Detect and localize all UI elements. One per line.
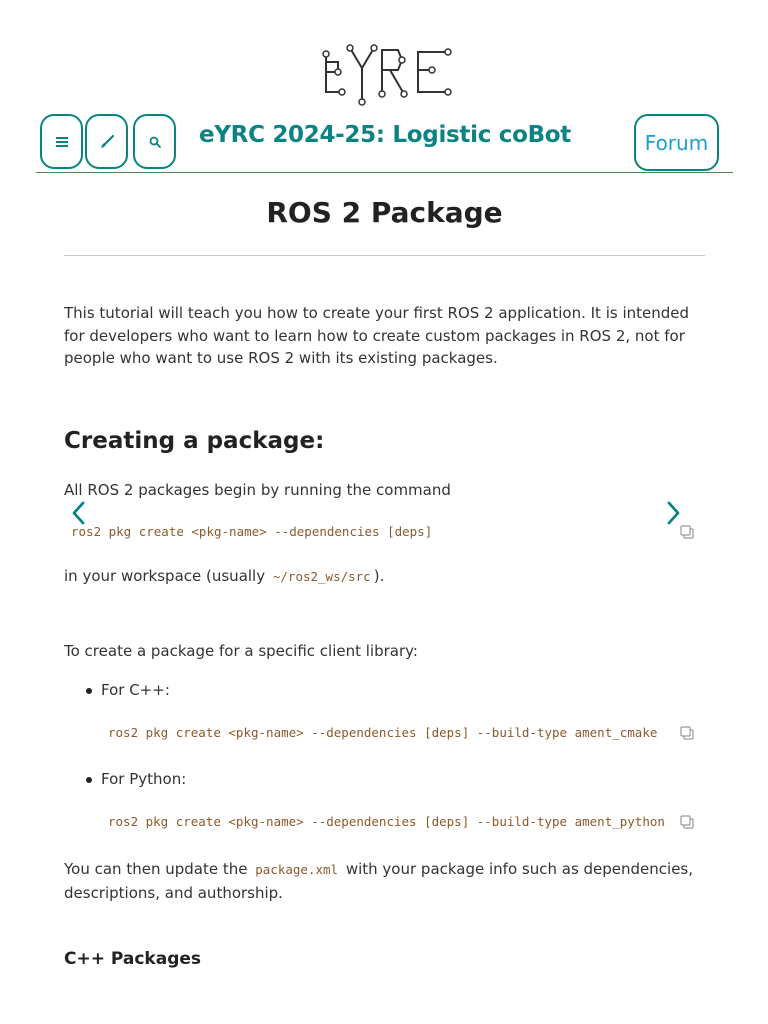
client-library-lead: To create a package for a specific client library: — [64, 642, 418, 660]
page-title: ROS 2 Package — [266, 196, 503, 229]
list-item-cpp: For C++: — [101, 681, 170, 699]
workspace-text: in your workspace (usually — [64, 567, 266, 585]
section-heading-cpp-packages: C++ Packages — [64, 949, 202, 969]
update-suffix: with your package info such as dependencies, descriptions, and authorship. — [64, 860, 694, 902]
site-title[interactable]: eYRC 2024-25: Logistic coBot — [199, 122, 571, 148]
section-lead: All ROS 2 packages begin by running the command — [64, 481, 451, 499]
section-heading-creating-package: Creating a package: — [64, 428, 325, 454]
header-divider — [36, 172, 733, 173]
search-button[interactable] — [133, 114, 176, 169]
paintbrush-icon — [100, 135, 114, 149]
next-page-chevron-icon[interactable] — [665, 500, 683, 526]
previous-page-chevron-icon[interactable] — [69, 500, 87, 526]
code-block-create: ros2 pkg create <pkg-name> --dependencies [deps] — [71, 524, 433, 539]
workspace-suffix: ). — [373, 567, 385, 585]
copy-icon[interactable] — [679, 725, 695, 741]
copy-icon[interactable] — [679, 814, 695, 830]
theme-button[interactable] — [85, 114, 128, 169]
workspace-paragraph — [64, 565, 710, 589]
inline-code-workspace: ~/ros2_ws/src — [272, 569, 371, 584]
bullet — [86, 688, 92, 694]
title-divider — [64, 255, 705, 256]
code-block-python: ros2 pkg create <pkg-name> --dependencies [deps] --build-type ament_python — [108, 814, 665, 829]
inline-code-package-xml: package.xml — [255, 862, 339, 877]
menu-button[interactable] — [40, 114, 83, 169]
copy-icon[interactable] — [679, 524, 695, 540]
code-block-cpp: ros2 pkg create <pkg-name> --dependencies [deps] --build-type ament_cmake — [108, 725, 658, 740]
update-paragraph — [64, 858, 710, 904]
forum-button[interactable]: Forum — [634, 114, 719, 171]
eyrc-logo — [320, 40, 456, 110]
intro-paragraph: This tutorial will teach you how to create your first ROS 2 application. It is intended for developers who want to learn how to create custom packages in ROS 2, not for people who want to use ROS 2 with its existing packages. — [64, 304, 690, 367]
list-item-python: For Python: — [101, 770, 187, 788]
search-icon — [149, 136, 161, 148]
menu-icon — [56, 137, 68, 147]
bullet — [86, 777, 92, 783]
update-text: You can then update the — [64, 860, 248, 878]
